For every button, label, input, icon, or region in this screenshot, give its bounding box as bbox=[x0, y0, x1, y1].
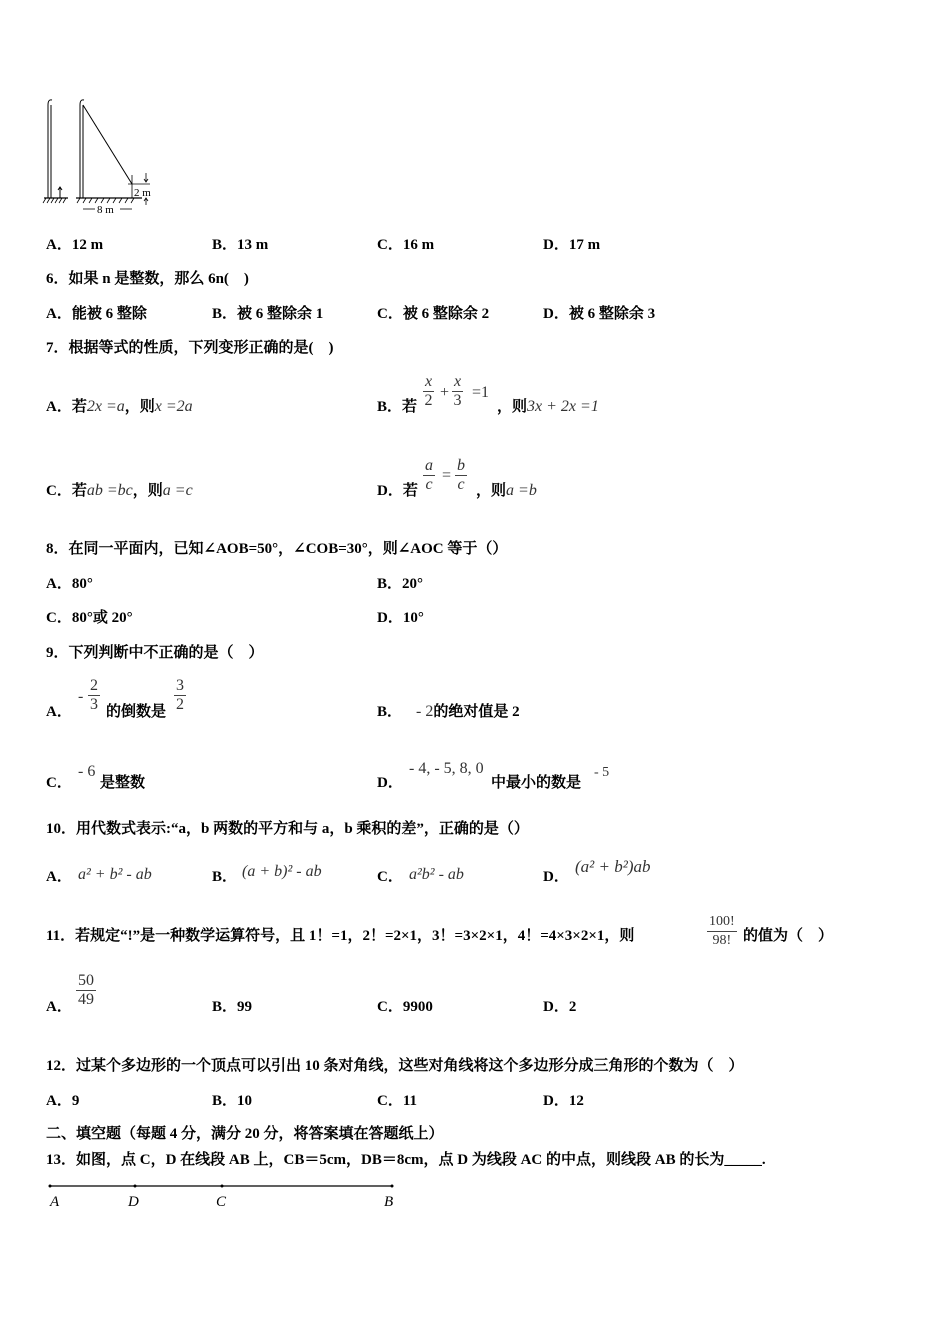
q6-option-d: D．被 6 整除余 3 bbox=[543, 306, 656, 322]
q9-option-a-label: A． bbox=[46, 704, 72, 720]
label-d: D bbox=[128, 1194, 139, 1210]
q12-option-b: B．10 bbox=[212, 1093, 253, 1109]
q9-a-text: 的倒数是 bbox=[106, 704, 167, 720]
q9-a-neg: - bbox=[78, 688, 84, 705]
label-b: B bbox=[384, 1194, 394, 1210]
pole-rope-figure bbox=[40, 95, 165, 215]
q12-stem: 12．过某个多边形的一个顶点可以引出 10 条对角线，这些对角线将这个多边形分成三角形的个数为（ ） bbox=[46, 1058, 744, 1074]
q7-option-b-label: B．若 bbox=[377, 399, 418, 415]
q12-option-a: A．9 bbox=[46, 1093, 80, 1109]
q11-fraction: $\frac{100!}{98!}$ bbox=[709, 914, 735, 948]
q11-option-d: D．2 bbox=[543, 999, 577, 1015]
q11-option-b: B．99 bbox=[212, 999, 253, 1015]
q9-stem: 9．下列判断中不正确的是（ ） bbox=[46, 645, 264, 661]
q9-d-math: - 4, - 5, 8, 0 bbox=[409, 760, 484, 777]
q8-option-c: C．80°或 20° bbox=[46, 610, 133, 626]
q7-stem: 7．根据等式的性质，下列变形正确的是( ) bbox=[46, 340, 334, 356]
q10-option-d-label: D． bbox=[543, 869, 569, 885]
q11-stem-end: 的值为（ ） bbox=[743, 928, 834, 944]
q8-option-b: B．20° bbox=[377, 576, 424, 592]
point-d bbox=[134, 1185, 137, 1188]
q9-d-math2: - 5 bbox=[594, 765, 610, 780]
q7-b-fraction-1: $\frac{x}{2}$ bbox=[424, 373, 433, 409]
q9-a-fraction-1: $\frac{2}{3}$ bbox=[90, 677, 98, 713]
q10-option-b-label: B． bbox=[212, 869, 238, 885]
q12-option-c: C．11 bbox=[377, 1093, 418, 1109]
q10-c-math: a²b² - ab bbox=[409, 866, 464, 883]
q9-d-text: 中最小的数是 bbox=[491, 775, 582, 791]
q10-option-c-label: C． bbox=[377, 869, 403, 885]
q7-option-b-rest: ，则3x + 2x =1 bbox=[497, 398, 599, 415]
q5-option-c: C．16 m bbox=[377, 237, 435, 253]
q5-option-a: A．12 m bbox=[46, 237, 104, 253]
q9-option-b: B． - 2的绝对值是 2 bbox=[377, 703, 520, 720]
q8-option-a: A．80° bbox=[46, 576, 93, 592]
label-c: C bbox=[216, 1194, 227, 1210]
section-2-title: 二、填空题（每题 4 分，满分 20 分，将答案填在答题纸上） bbox=[46, 1126, 444, 1142]
q5-option-b: B．13 m bbox=[212, 237, 269, 253]
q11-a-fraction: $\frac{50}{49}$ bbox=[78, 972, 94, 1008]
q11-stem: 11．若规定“!”是一种数学运算符号，且 1！=1，2！=2×1，3！=3×2×1，4！=4×3×2×1，则 bbox=[46, 928, 635, 944]
fig-label-2m: 2 m bbox=[134, 187, 151, 199]
q10-option-a-label: A． bbox=[46, 869, 72, 885]
point-c bbox=[221, 1185, 224, 1188]
q13-stem: 13．如图，点 C，D 在线段 AB 上，CB＝5cm，DB＝8cm，点 D 为线段 AC 的中点，则线段 AB 的长为_____. bbox=[46, 1152, 766, 1168]
q10-stem: 10．用代数式表示:“a，b 两数的平方和与 a，b 乘积的差”，正确的是（） bbox=[46, 821, 529, 837]
q11-option-c: C．9900 bbox=[377, 999, 433, 1015]
q7-b-fraction-2: $\frac{x}{3}$ bbox=[453, 373, 462, 409]
q6-option-a: A．能被 6 整除 bbox=[46, 306, 147, 322]
q9-option-d-label: D． bbox=[377, 775, 403, 791]
q6-stem: 6．如果 n 是整数，那么 6n( ) bbox=[46, 271, 249, 287]
q9-a-fraction-2: $\frac{3}{2}$ bbox=[176, 677, 184, 713]
q7-d-equals: = bbox=[442, 467, 452, 484]
q5-option-d: D．17 m bbox=[543, 237, 601, 253]
q7-option-d-rest: ，则a =b bbox=[476, 482, 537, 499]
q9-c-text: 是整数 bbox=[100, 775, 146, 791]
q7-option-d-label: D．若 bbox=[377, 483, 418, 499]
q7-b-rhs: =1 bbox=[472, 384, 490, 401]
q9-option-c-label: C． bbox=[46, 775, 72, 791]
q12-option-d: D．12 bbox=[543, 1093, 584, 1109]
q7-d-fraction-1: $\frac{a}{c}$ bbox=[425, 457, 433, 493]
q10-a-math: a² + b² - ab bbox=[78, 866, 152, 883]
label-a: A bbox=[50, 1194, 60, 1210]
q6-option-c: C．被 6 整除余 2 bbox=[377, 306, 490, 322]
q7-option-c: C．若ab =bc，则a =c bbox=[46, 482, 193, 499]
q9-c-math: - 6 bbox=[78, 763, 96, 780]
fig-label-8m: 8 m bbox=[97, 204, 114, 215]
q10-d-math: (a² + b²)ab bbox=[575, 857, 651, 876]
q7-d-fraction-2: $\frac{b}{c}$ bbox=[457, 457, 465, 493]
q8-option-d: D．10° bbox=[377, 610, 424, 626]
point-b bbox=[391, 1185, 394, 1188]
point-a bbox=[49, 1185, 52, 1188]
q6-option-b: B．被 6 整除余 1 bbox=[212, 306, 324, 322]
q13-line-segment-figure bbox=[40, 1178, 410, 1214]
q8-stem: 8．在同一平面内，已知∠AOB=50°，∠COB=30°，则∠AOC 等于（） bbox=[46, 541, 508, 557]
q11-option-a-label: A． bbox=[46, 999, 72, 1015]
q7-b-plus: + bbox=[440, 384, 450, 401]
q10-b-math: (a + b)² - ab bbox=[242, 863, 322, 880]
q7-option-a: A．若2x =a，则x =2a bbox=[46, 398, 193, 415]
